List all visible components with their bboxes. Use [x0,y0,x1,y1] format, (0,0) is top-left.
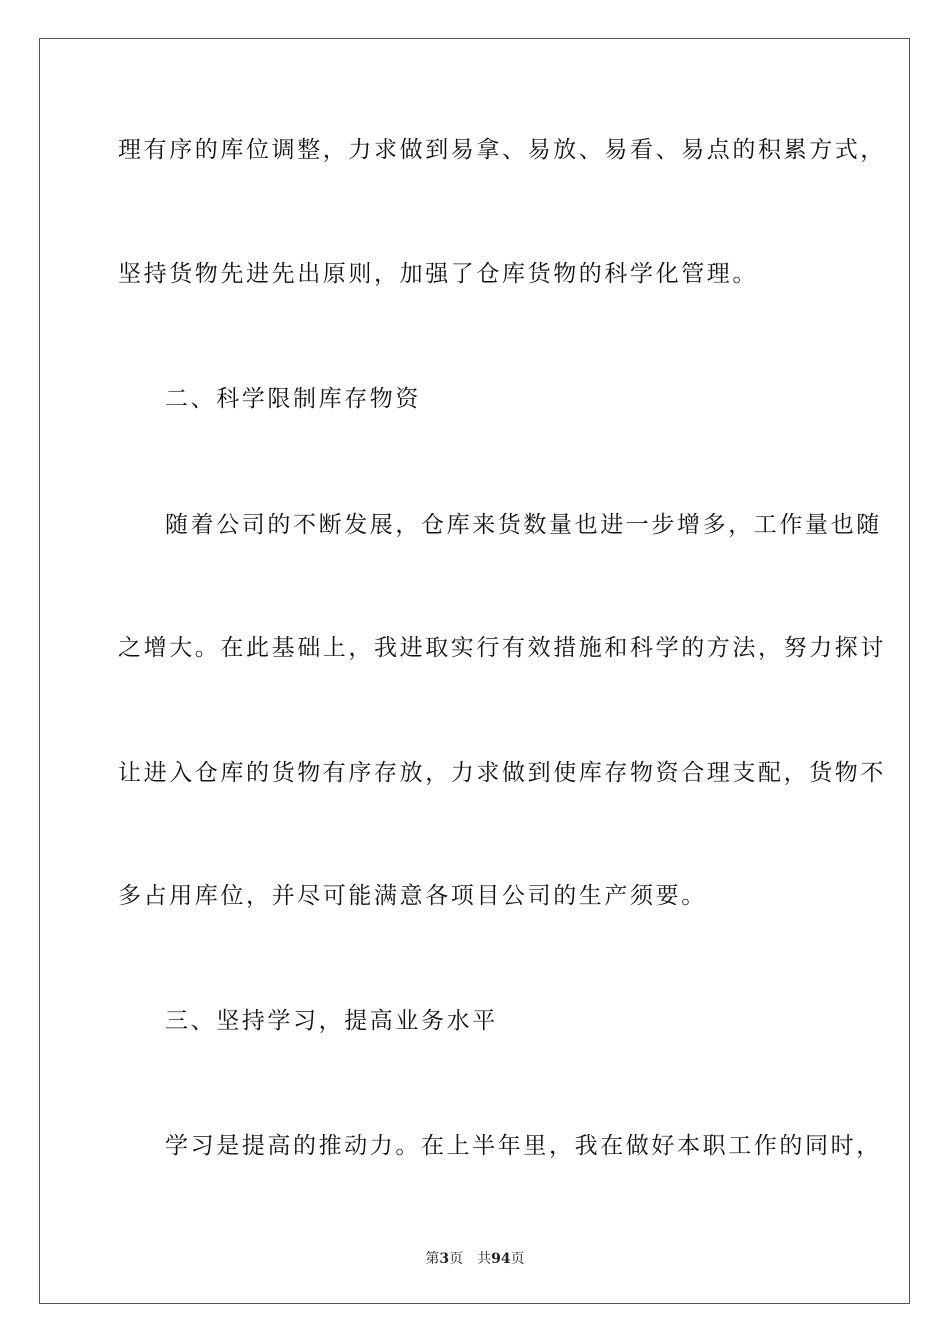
total-suffix: 页 [510,1251,525,1267]
body-text-line: 多占用库位，并尽可能满意各项目公司的生产须要。 [118,883,707,909]
paragraph-first-line: 随着公司的不断发展，仓库来货数量也进一步增多，工作量也随 [165,512,882,538]
body-text-line: 理有序的库位调整，力求做到易拿、易放、易看、易点的积累方式， [118,137,886,163]
paragraph-first-line: 学习是提高的推动力。在上半年里，我在做好本职工作的同时， [165,1133,882,1159]
page-footer [0,1248,950,1268]
body-text-line: 之增大。在此基础上，我进取实行有效措施和科学的方法，努力探讨 [118,635,886,661]
total-pages: 94 [491,1251,511,1267]
total-prefix: 共 [477,1251,492,1267]
section-heading: 二、科学限制库存物资 [165,386,421,412]
page-prefix: 第 [425,1251,440,1267]
page-number: 3 [439,1251,450,1267]
page-border [39,38,910,1304]
page-suffix: 页 [449,1251,464,1267]
body-text-line: 坚持货物先进先出原则，加强了仓库货物的科学化管理。 [118,261,758,287]
section-heading: 三、坚持学习，提高业务水平 [165,1008,498,1034]
body-text-line: 让进入仓库的货物有序存放，力求做到使库存物资合理支配，货物不 [118,760,886,786]
